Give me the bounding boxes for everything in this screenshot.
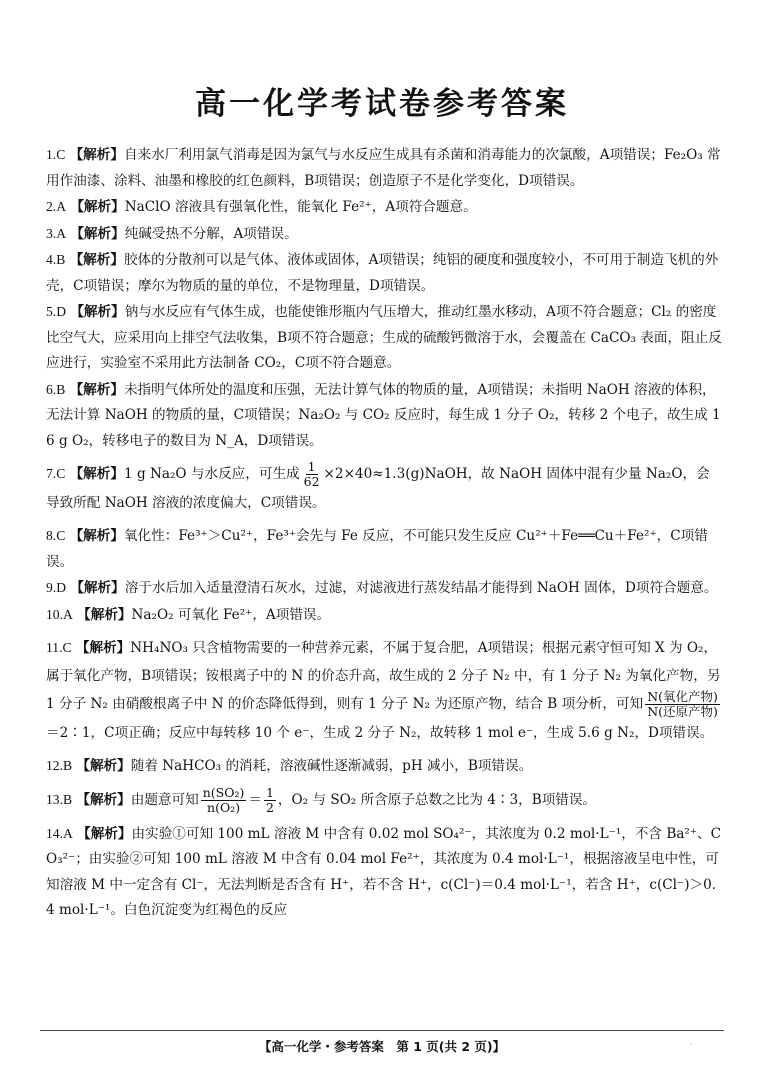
answer-item-9: 9.D 【解析】溶于水后加入适量澄清石灰水，过滤，对滤液进行蒸发结晶才能得到 NaOH 固体，D项符合题意。 bbox=[46, 580, 718, 596]
answer-item-4: 4.B 【解析】胶体的分散剂可以是气体、液体或固体，A项错误；纯铝的硬度和强度较小，不可用于制造飞机的外壳，C项错误；摩尔为物质的量的单位，不是物理量，D项错误。 bbox=[46, 252, 719, 294]
answer-item-12: 12.B 【解析】随着 NaHCO₃ 的消耗，溶液碱性逐渐减弱，pH 减小，B项错误。 bbox=[46, 758, 533, 774]
fraction: $\frac{\text{N(氧化产物)}}{\text{N(还原产物)}}$ bbox=[647, 689, 718, 719]
answer-item-8: 8.C 【解析】氧化性：Fe³⁺＞Cu²⁺，Fe³⁺会先与 Fe 反应，不可能只发生反应 Cu²⁺＋Fe══Cu＋Fe²⁺，C项错误。 bbox=[46, 528, 708, 570]
answer-list bbox=[46, 142, 722, 924]
answer-item-13: 13.B 【解析】由题意可知 $\frac{\text{n(SO₂)}}{\text{n(O₂)}}$ ＝ $\frac{1}{2}$ ，O₂ 与 SO₂ 所含原子总数之比为 4∶3，B项错误。 bbox=[46, 784, 597, 815]
answer-item-7: 7.C 【解析】1 g Na₂O 与水反应，可生成 $\frac{1}{62}$ ×2×40≈1.3(g)NaOH，故 NaOH 固体中混有少量 Na₂O，会导致所配 NaOH 溶液的浓度偏大，C项错误。 bbox=[46, 459, 710, 511]
answer-item-5: 5.D 【解析】钠与水反应有气体生成，也能使锥形瓶内气压增大，推动红墨水移动，A项不符合题意；Cl₂ 的密度比空气大，应采用向上排空气法收集，B项不符合题意；生成的硫酸钙微溶于水，会覆盖在 CaCO₃ 表面，阻止反应进行，实验室不采用此方法制备 CO₂，C项不符合题意。 bbox=[46, 304, 722, 371]
page-title: 高一化学考试卷参考答案 bbox=[195, 86, 569, 122]
fraction: $\frac{\text{n(SO₂)}}{\text{n(O₂)}}$ bbox=[202, 784, 245, 815]
footer-divider bbox=[40, 1030, 724, 1031]
fraction: $\frac{1}{2}$ bbox=[265, 784, 274, 815]
answer-item-14: 14.A 【解析】由实验①可知 100 mL 溶液 M 中含有 0.02 mol SO₄²⁻，其浓度为 0.2 mol·L⁻¹，不含 Ba²⁺、CO₃²⁻；由实验②可知 100 mL 溶液 M 中含有 0.04 mol Fe²⁺，其浓度为 0.4 mol·L⁻¹，根据溶液呈电中性，可知溶液 M 中一定含有 Cl⁻，无法判断是否含有 H⁺，若不含 H⁺，c(Cl⁻)＝0.4 mol·L⁻¹，若含 H⁺，c(Cl⁻)＞0.4 mol·L⁻¹。白色沉淀变为红褐色的反应 bbox=[46, 825, 722, 918]
answer-item-10: 10.A 【解析】Na₂O₂ 可氧化 Fe²⁺，A项错误。 bbox=[46, 606, 331, 623]
page-footer: 【高一化学・参考答案 第 1 页(共 2 页)】 bbox=[258, 1039, 506, 1054]
answer-item-11: 11.C 【解析】NH₄NO₃ 只含植物需要的一种营养元素，不属于复合肥，A项错误；根据元素守恒可知 X 为 O₂，属于氧化产物，B项错误；铵根离子中的 N 的价态升高，故生成的 2 分子 N₂ 中，有 1 分子 N₂ 为氧化产物，另 1 分子 N₂ 由硝酸根离子中 N 的价态降低得到，则有 1 分子 N₂ 为还原产物，结合 B 项分析，可知 $\frac{\text{N(氧化产物)}}{\text{N(还原产物)}}$ ＝2∶1，C项正确；反应中每转移 10 个 e⁻，生成 2 分子 N₂，故转移 1 mol e⁻，生成 5.6 g N₂，D项错误。 bbox=[46, 640, 721, 741]
corner-mark: · bbox=[690, 1040, 693, 1050]
answer-item-3: 3.A 【解析】纯碱受热不分解，A项错误。 bbox=[46, 225, 298, 242]
fraction: $\frac{1}{62}$ bbox=[303, 459, 320, 489]
answer-item-2: 2.A 【解析】NaClO 溶液具有强氧化性，能氧化 Fe²⁺，A项符合题意。 bbox=[46, 199, 477, 215]
answer-item-1: 1.C 【解析】自来水厂利用氯气消毒是因为氯气与水反应生成具有杀菌和消毒能力的次氯酸，A项错误；Fe₂O₃ 常用作油漆、涂料、油墨和橡胶的红色颜料，B项错误；创造原子不是化学变化，D项错误。 bbox=[46, 147, 721, 189]
answer-item-6: 6.B 【解析】未指明气体所处的温度和压强，无法计算气体的物质的量，A项错误；未指明 NaOH 溶液的体积，无法计算 NaOH 的物质的量，C项错误；Na₂O₂ 与 CO₂ 反应时，每生成 1 分子 O₂，转移 2 个电子，故生成 16 g O₂，转移电子的数目为 N_A，D项错误。 bbox=[46, 381, 721, 449]
